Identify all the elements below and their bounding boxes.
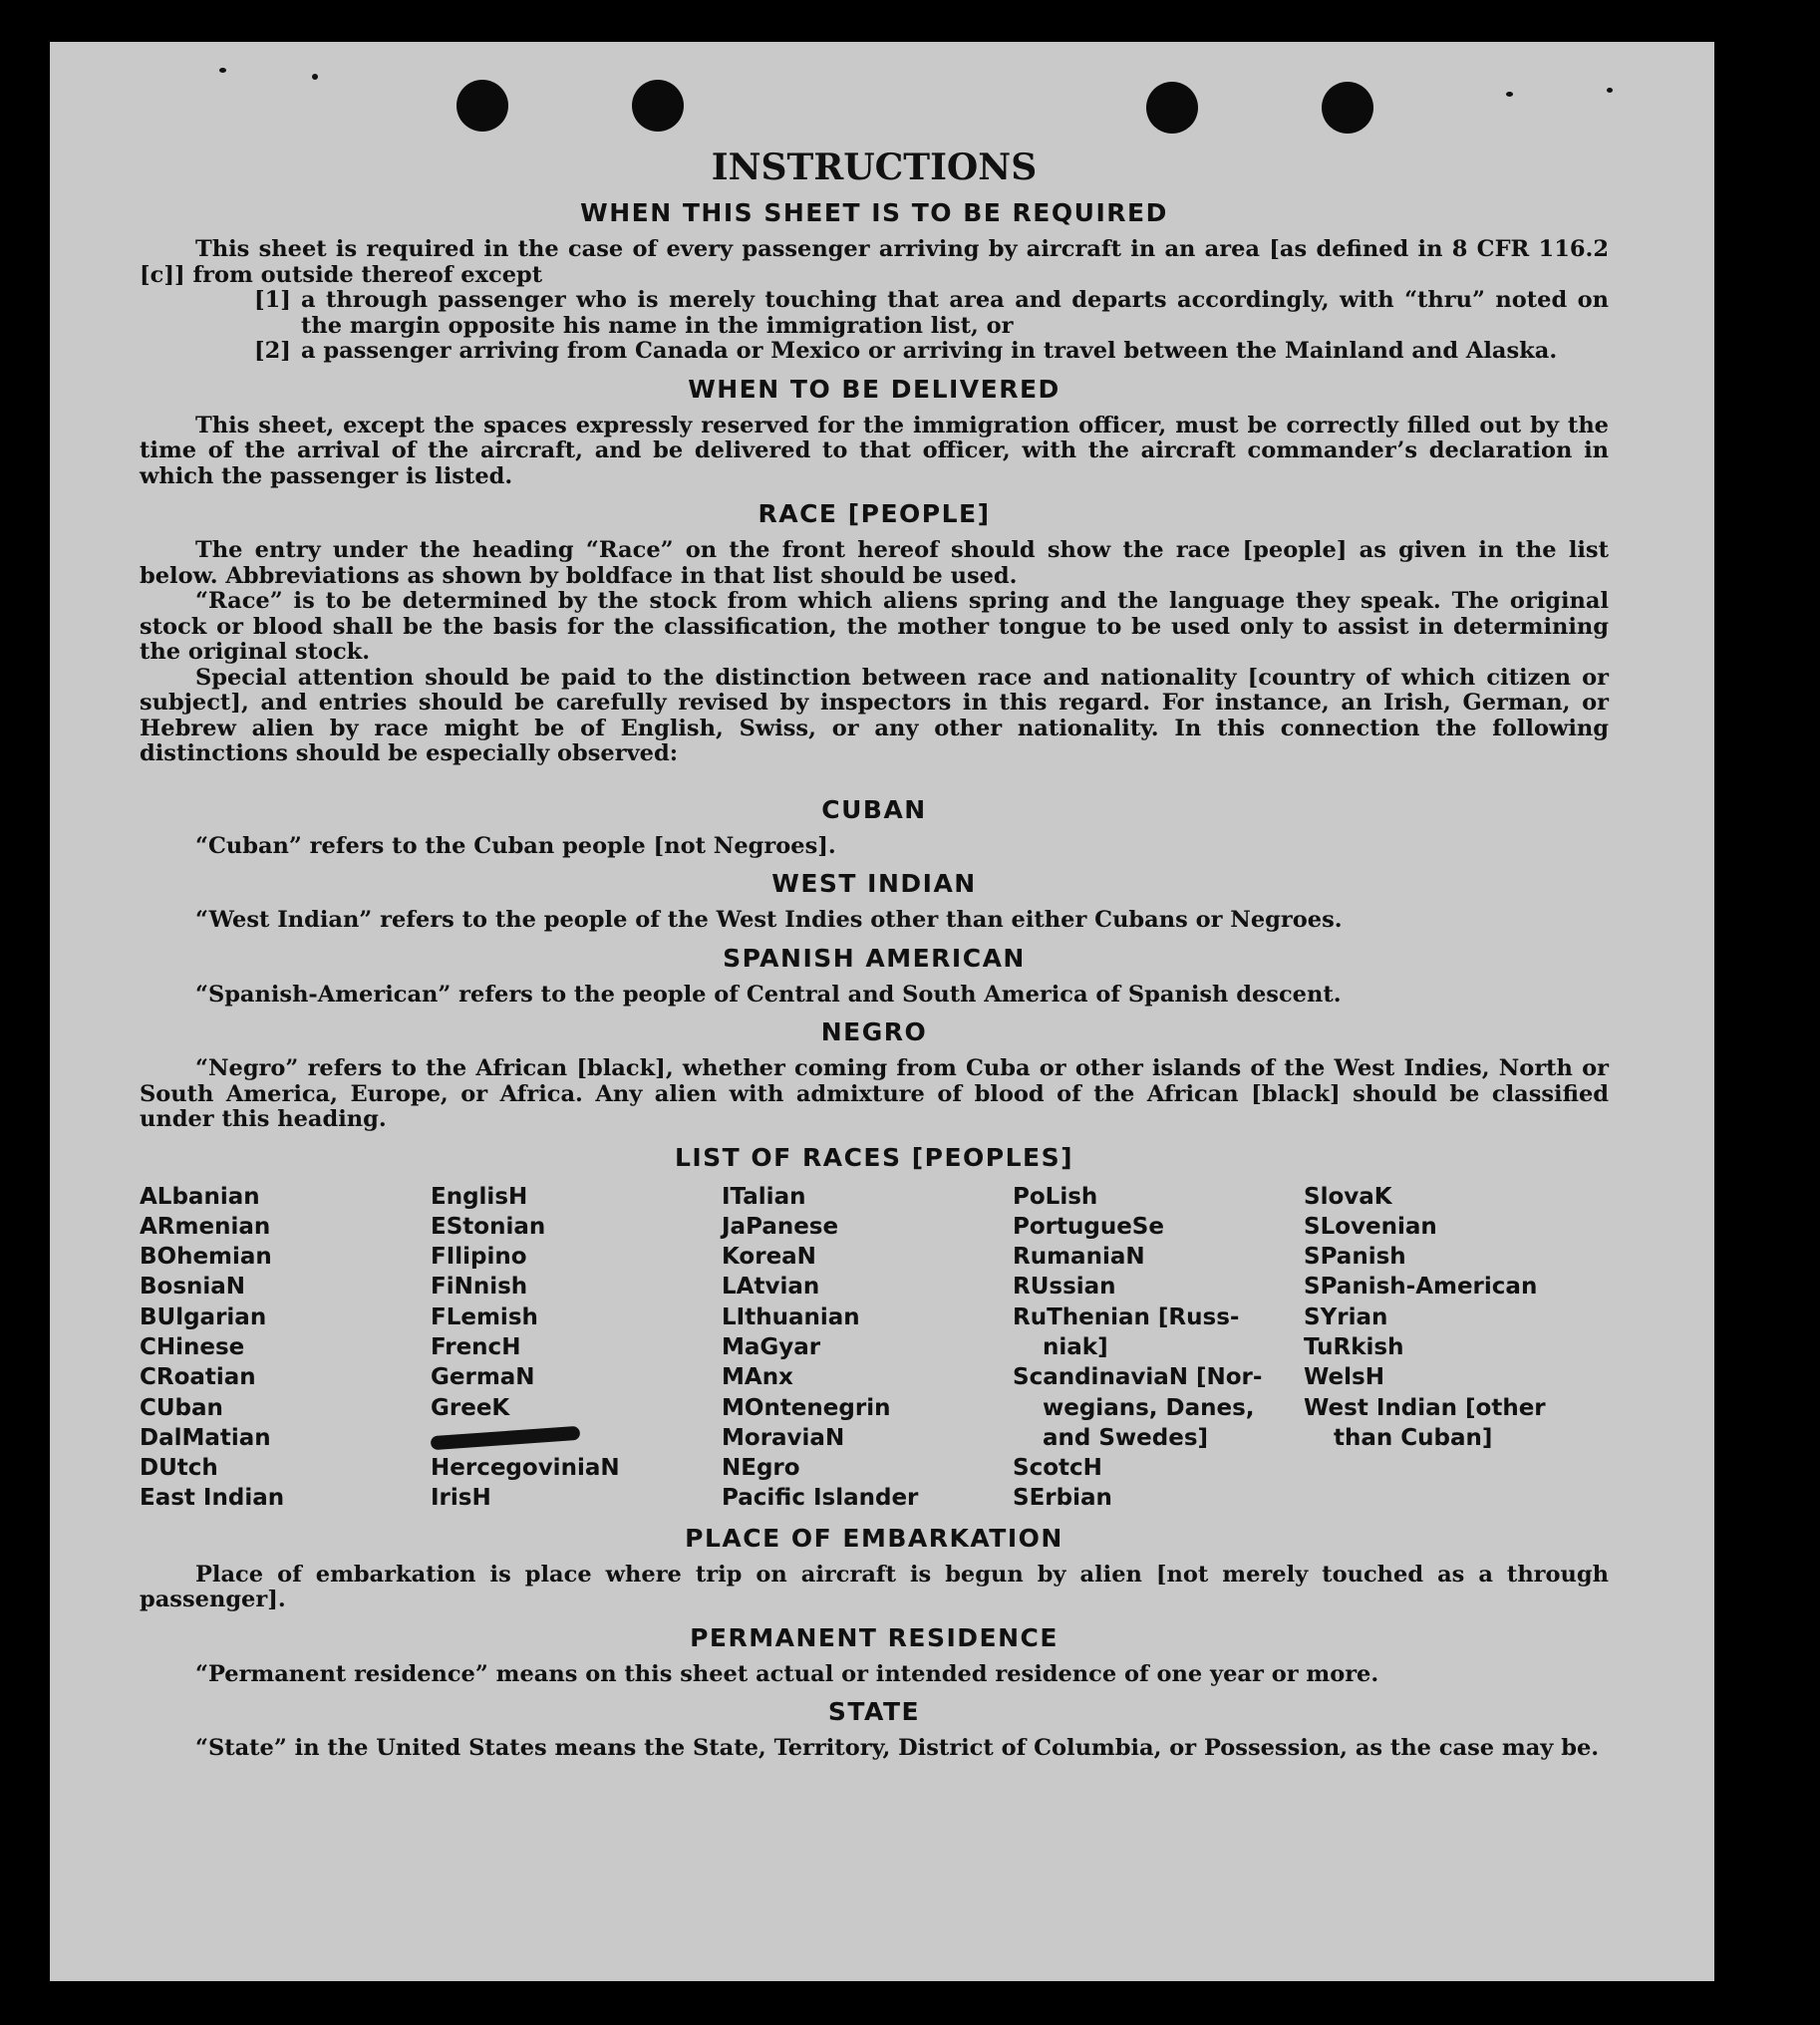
punch-hole — [1146, 82, 1198, 134]
list-item: PoLish — [1013, 1183, 1098, 1210]
punch-hole — [456, 80, 508, 132]
list-item: FLemish — [431, 1303, 538, 1330]
paper-speck — [1506, 92, 1513, 97]
list-item: SlovaK — [1304, 1183, 1392, 1210]
list-item: EStonian — [431, 1213, 546, 1240]
list-item: FrencH — [431, 1333, 521, 1360]
list-item: MaGyar — [722, 1333, 821, 1360]
list-item: than Cuban] — [1334, 1424, 1493, 1451]
punch-hole — [1322, 82, 1373, 134]
list-item: MOntenegrin — [722, 1394, 891, 1421]
list-item: HercegoviniaN — [431, 1455, 620, 1482]
required-intro: This sheet is required in the case of every passenger arriving by aircraft in an area [as defined in 8 CFR 116.2 [c]] from outside thereof except — [140, 236, 1609, 288]
list-item: SPanish-American — [1304, 1274, 1538, 1301]
west-indian-text: “West Indian” refers to the people of the West Indies other than either Cubans or Negroes. — [195, 907, 1343, 933]
list-item — [140, 339, 1609, 365]
residence-text: “Permanent residence” means on this sheet actual or intended residence of one year or more. — [195, 1660, 1379, 1687]
list-item: FiNnish — [431, 1274, 528, 1301]
list-item: GreeK — [431, 1394, 510, 1421]
list-item: SPanish — [1304, 1244, 1406, 1271]
state-text: “State” in the United States means the State, Territory, District of Columbia, or Possession, as the case may be. — [195, 1735, 1600, 1762]
list-item: ScotcH — [1013, 1455, 1102, 1482]
list-item: IrisH — [431, 1485, 491, 1512]
list-item: BUlgarian — [140, 1303, 267, 1330]
list-item: Pacific Islander — [722, 1485, 919, 1512]
list-item: wegians, Danes, — [1043, 1394, 1255, 1421]
list-item: WelsH — [1304, 1364, 1384, 1391]
race-paragraph: The entry under the heading “Race” on the front hereof should show the race [people] as given in the list below. Abbreviations as shown by boldface in that list should be used. — [140, 537, 1609, 589]
heading-races-list: LIST OF RACES [PEOPLES] — [674, 1142, 1074, 1172]
list-item: RUssian — [1013, 1274, 1116, 1301]
redaction-mark — [431, 1426, 581, 1450]
list-item: EnglisH — [431, 1183, 528, 1210]
list-item: FIlipino — [431, 1244, 527, 1271]
list-item: and Swedes] — [1043, 1424, 1209, 1451]
list-item: MAnx — [722, 1364, 793, 1391]
races-column — [431, 1182, 722, 1514]
race-paragraph: Special attention should be paid to the distinction between race and nationality [country of which citizen or subject], and entries should be carefully revised by inspectors in this regard. For instance, an Irish, German, or Hebrew alien by race might be of English, Swiss, or any other nationality. In this connection the following distinctions should be especially observed: — [140, 664, 1609, 766]
instructions-content — [140, 146, 1609, 1762]
list-item: CUban — [140, 1394, 223, 1421]
list-item: RuThenian [Russ- — [1013, 1303, 1240, 1330]
list-item: SLovenian — [1304, 1213, 1437, 1240]
list-item: ARmenian — [140, 1213, 271, 1240]
cuban-text: “Cuban” refers to the Cuban people [not Negroes]. — [195, 832, 836, 859]
document-sheet — [50, 42, 1714, 1981]
list-item: TuRkish — [1304, 1333, 1404, 1360]
list-item: KoreaN — [722, 1244, 816, 1271]
list-item: LAtvian — [722, 1274, 820, 1301]
heading-spanish-american: SPANISH AMERICAN — [723, 943, 1026, 973]
item-text: a through passenger who is merely touching that area and departs accordingly, with “thru” noted on the margin opposite his name in the immigration list, or — [301, 287, 1609, 339]
list-item: RumaniaN — [1013, 1244, 1145, 1271]
list-item: NEgro — [722, 1455, 800, 1482]
heading-delivered: WHEN TO BE DELIVERED — [688, 374, 1061, 404]
list-item: West Indian [other — [1304, 1394, 1546, 1421]
heading-residence: PERMANENT RESIDENCE — [690, 1622, 1059, 1652]
list-item: East Indian — [140, 1485, 285, 1512]
list-item: SErbian — [1013, 1485, 1112, 1512]
heading-race: RACE [PEOPLE] — [758, 499, 991, 528]
list-item: PortugueSe — [1013, 1213, 1164, 1240]
races-column — [1304, 1182, 1595, 1514]
redacted-entry — [431, 1423, 722, 1453]
heading-cuban: CUBAN — [821, 794, 927, 824]
list-item: DalMatian — [140, 1424, 271, 1451]
item-number: [1] — [254, 287, 291, 313]
list-item: JaPanese — [722, 1213, 839, 1240]
list-item: LIthuanian — [722, 1303, 860, 1330]
delivered-text: This sheet, except the spaces expressly reserved for the immigration officer, must be correctly filled out by the time of the arrival of the aircraft, and be delivered to that officer, with the aircraft commander’s declaration in which the passenger is listed. — [140, 412, 1609, 489]
list-item: GermaN — [431, 1364, 535, 1391]
heading-state: STATE — [827, 1697, 921, 1727]
list-item: ScandinaviaN [Nor- — [1013, 1364, 1263, 1391]
races-column — [722, 1182, 1013, 1514]
punch-hole — [632, 80, 684, 132]
paper-speck — [312, 74, 318, 80]
paper-speck — [219, 68, 226, 73]
heading-required: WHEN THIS SHEET IS TO BE REQUIRED — [580, 198, 1168, 227]
heading-negro: NEGRO — [820, 1017, 928, 1046]
heading-embarkation: PLACE OF EMBARKATION — [685, 1523, 1063, 1553]
list-item: niak] — [1043, 1333, 1108, 1360]
races-list — [140, 1182, 1609, 1514]
list-item: BosniaN — [140, 1274, 246, 1301]
heading-west-indian: WEST INDIAN — [771, 869, 977, 898]
list-item: CRoatian — [140, 1364, 256, 1391]
races-column — [1013, 1182, 1304, 1514]
list-item: MoraviaN — [722, 1424, 845, 1451]
race-paragraph: “Race” is to be determined by the stock from which aliens spring and the language they speak. The original stock or blood shall be the basis for the classification, the mother tongue to be used only to assist in determining the original stock. — [140, 588, 1609, 665]
list-item — [140, 288, 1609, 339]
list-item: ITalian — [722, 1183, 806, 1210]
list-item: DUtch — [140, 1455, 218, 1482]
item-text: a passenger arriving from Canada or Mexico or arriving in travel between the Mainland and Alaska. — [301, 338, 1558, 364]
item-number: [2] — [254, 338, 291, 364]
negro-text: “Negro” refers to the African [black], whether coming from Cuba or other islands of the West Indies, North or South America, Europe, or Africa. Any alien with admixture of blood of the African [black] should be classified under this heading. — [140, 1055, 1609, 1132]
races-column — [140, 1182, 431, 1514]
embarkation-text: Place of embarkation is place where trip on aircraft is begun by alien [not merely touched as a through passenger]. — [140, 1561, 1609, 1613]
paper-speck — [1607, 88, 1613, 93]
list-item: ALbanian — [140, 1183, 260, 1210]
spanish-american-text: “Spanish-American” refers to the people of Central and South America of Spanish descent. — [195, 981, 1342, 1008]
page-title: INSTRUCTIONS — [711, 146, 1038, 188]
list-item: SYrian — [1304, 1303, 1388, 1330]
list-item: CHinese — [140, 1333, 245, 1360]
list-item: BOhemian — [140, 1244, 272, 1271]
